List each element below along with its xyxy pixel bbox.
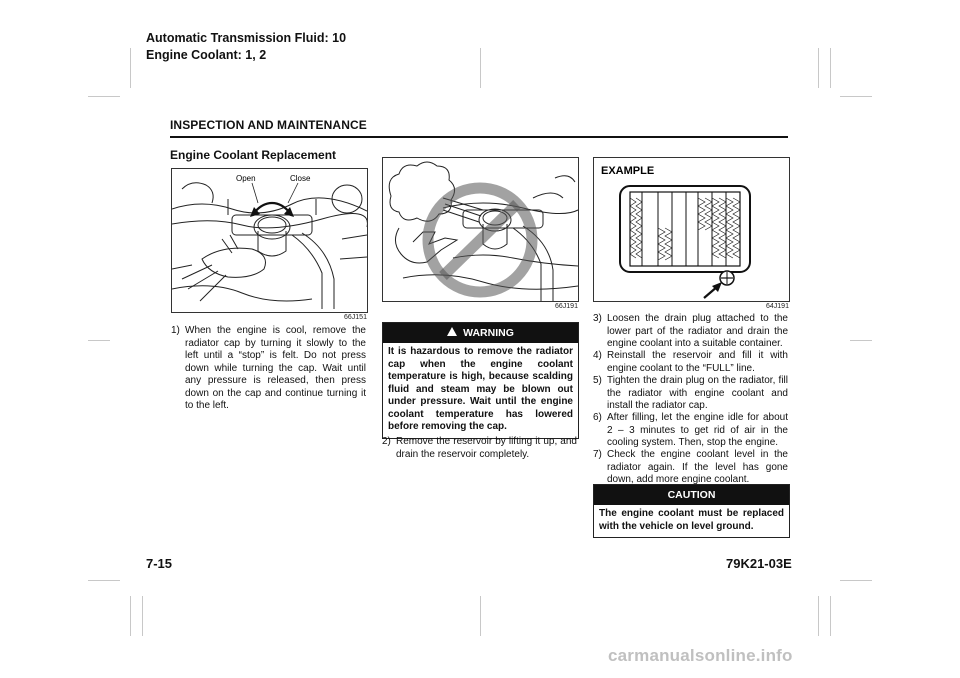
step-item [593,412,788,450]
step-text: Loosen the drain plug attached to the lower part of the radiator and drain the engine coolant into a suitable container. [607,313,788,349]
warning-header [383,323,578,343]
crop-mark [480,596,481,636]
crop-mark [142,596,143,636]
step-text: Check the engine coolant level in the radiator again. If the level has gone down, add more engine coolant. [607,449,788,485]
crop-mark [130,48,131,88]
step-text: Tighten the drain plug on the radiator, fill the radiator with engine coolant and install the radiator cap. [607,375,788,411]
crop-mark [840,580,872,581]
crop-mark [480,48,481,88]
crop-mark [830,48,831,88]
page-number: 7-15 [146,556,173,571]
crop-mark [88,96,120,97]
figure-code: 66J151 [344,314,367,321]
radiator-illustration [594,158,789,301]
step-number: 3) [593,313,602,324]
figure-title: EXAMPLE [601,165,655,177]
figure-radiator-example [593,157,790,302]
crop-mark [840,96,872,97]
document-code: 79K21-03E [726,556,792,571]
warning-box [382,322,579,439]
page-heading: Engine Coolant Replacement [170,148,337,162]
crop-mark [88,580,120,581]
figure-radiator-cap [171,168,368,313]
step-number: 2) [382,436,391,447]
step-item [171,325,366,413]
step-item [593,350,788,375]
prohibition-illustration [383,158,578,301]
step-item [593,313,788,351]
header-note [146,30,346,64]
figure-code: 64J191 [766,303,789,310]
caution-box [593,484,790,538]
header-note-line: Engine Coolant: 1, 2 [146,48,267,62]
crop-mark [130,596,131,636]
caution-header: CAUTION [594,485,789,505]
step-text: Reinstall the reservoir and fill it with engine coolant to the “FULL” line. [607,350,788,374]
header-rule [170,136,788,138]
header-note-line: Automatic Transmission Fluid: 10 [146,31,347,45]
step-item [382,436,577,461]
step-number: 4) [593,350,602,361]
watermark: carmanualsonline.info [608,646,793,665]
crop-mark [818,596,819,636]
step-text: Remove the reservoir by lifting it up, and drain the reservoir completely. [396,436,577,460]
step-number: 7) [593,449,602,460]
warning-icon [447,327,457,336]
figure-code: 66J191 [555,303,578,310]
step-number: 1) [171,325,180,336]
figure-label-close: Close [290,174,311,183]
step-item [593,449,788,487]
figure-hot-cap-warning [382,157,579,302]
step-number: 5) [593,375,602,386]
step-number: 6) [593,412,602,423]
caution-text: The engine coolant must be replaced with the vehicle on level ground. [599,508,784,532]
crop-mark [88,340,110,341]
step-text: When the engine is cool, remove the radiator cap by turning it slowly to the left until a “stop” is felt. Do not press down while turning the cap. Wait until any pressure is released, then press down on the cap and continue turning it to the left. [185,325,366,411]
figure-label-open: Open [236,174,256,183]
step-item [593,375,788,413]
radiator-cap-illustration [172,169,367,312]
warning-title: WARNING [463,327,514,339]
section-header: INSPECTION AND MAINTENANCE [170,118,367,132]
crop-mark [818,48,819,88]
warning-text: It is hazardous to remove the radiator cap when the engine coolant temperature is high, because scalding fluid and steam may be blown out under pressure. Wait until the engine coolant temperature has lowered before removing the cap. [388,346,573,432]
crop-mark [850,340,872,341]
crop-mark [830,596,831,636]
step-text: After filling, let the engine idle for about 2 – 3 minutes to get rid of air in the cooling system. Then, stop the engine. [607,412,788,448]
